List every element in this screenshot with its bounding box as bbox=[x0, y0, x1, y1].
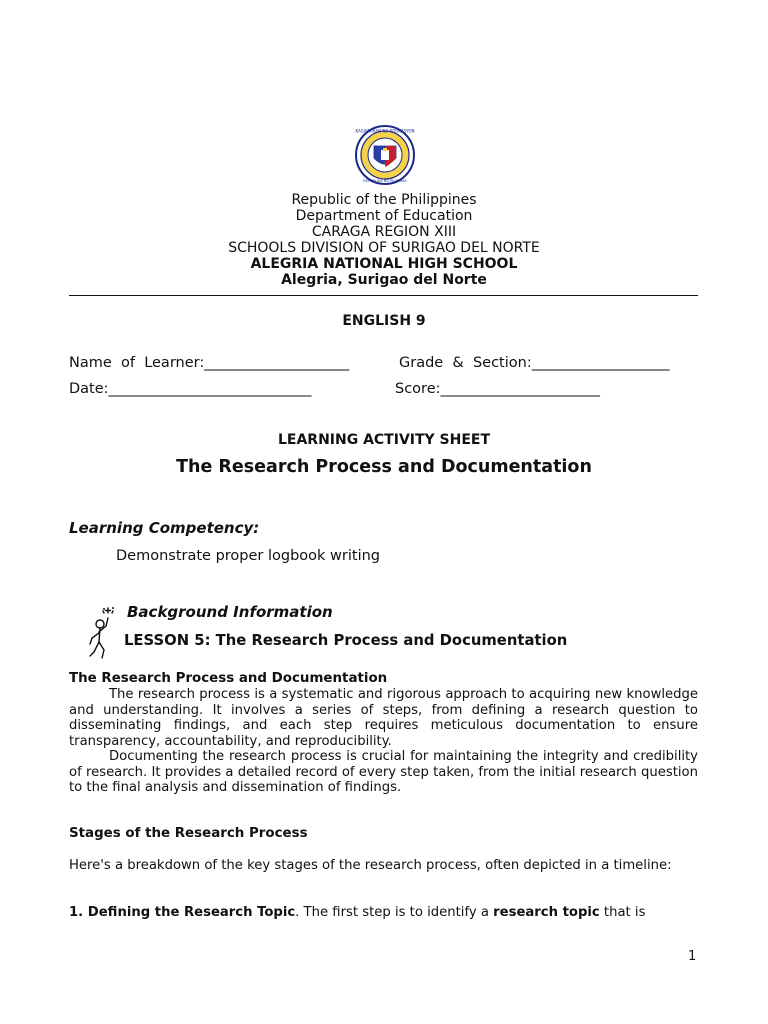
background-heading: Background Information bbox=[127, 603, 333, 621]
header-division: SCHOOLS DIVISION OF SURIGAO DEL NORTE bbox=[228, 240, 540, 256]
competency-text: Demonstrate proper logbook writing bbox=[116, 548, 381, 564]
step-1 bbox=[69, 905, 698, 921]
step-1-text-b: that is bbox=[599, 905, 646, 920]
paragraph-1: The research process is a systematic and rigorous approach to acquiring new knowledge and understanding. It involves a series of steps, from defining a research question to disseminating findings, and each step requires meticulous documentation to ensure transparency, accountability, and reproducibility. bbox=[69, 687, 698, 749]
svg-text:REPUBLIKA NG PILIPINAS: REPUBLIKA NG PILIPINAS bbox=[363, 179, 407, 183]
deped-seal-icon bbox=[354, 124, 416, 186]
page-title: The Research Process and Documentation bbox=[176, 457, 592, 477]
header-divider bbox=[69, 295, 698, 296]
sheet-type: LEARNING ACTIVITY SHEET bbox=[277, 432, 491, 448]
header-republic: Republic of the Philippines bbox=[291, 192, 477, 208]
date-field[interactable]: Date:____________________________ bbox=[69, 381, 312, 397]
content-heading: The Research Process and Documentation bbox=[69, 671, 388, 686]
step-1-bold: research topic bbox=[493, 905, 600, 920]
header-address: Alegria, Surigao del Norte bbox=[281, 272, 487, 288]
grade-section-field[interactable]: Grade & Section:___________________ bbox=[399, 355, 670, 371]
score-field[interactable]: Score:______________________ bbox=[395, 381, 600, 397]
header-department: Department of Education bbox=[295, 208, 473, 224]
svg-text:KAGAWARAN NG EDUKASYON: KAGAWARAN NG EDUKASYON bbox=[355, 128, 415, 134]
page-number: 1 bbox=[688, 949, 697, 964]
lesson-title: LESSON 5: The Research Process and Documentation bbox=[124, 632, 568, 649]
person-idea-icon bbox=[84, 604, 118, 662]
name-field[interactable]: Name of Learner:____________________ bbox=[69, 355, 350, 371]
step-1-text-a: . The first step is to identify a bbox=[295, 905, 494, 920]
paragraph-3: Here's a breakdown of the key stages of the research process, often depicted in a timeline: bbox=[69, 858, 672, 873]
stages-heading: Stages of the Research Process bbox=[69, 826, 308, 841]
step-1-label: 1. Defining the Research Topic bbox=[69, 905, 296, 920]
paragraph-2: Documenting the research process is crucial for maintaining the integrity and credibility of research. It provides a detailed record of every step taken, from the initial research question to the final analysis and dissemination of findings. bbox=[69, 749, 698, 795]
subject-title: ENGLISH 9 bbox=[342, 313, 426, 329]
date-score-row bbox=[69, 381, 698, 401]
header-region: CARAGA REGION XIII bbox=[311, 224, 457, 240]
competency-heading: Learning Competency: bbox=[69, 519, 260, 537]
header-block bbox=[0, 192, 768, 288]
header-school: ALEGRIA NATIONAL HIGH SCHOOL bbox=[250, 256, 518, 272]
learner-info-row bbox=[69, 355, 698, 375]
